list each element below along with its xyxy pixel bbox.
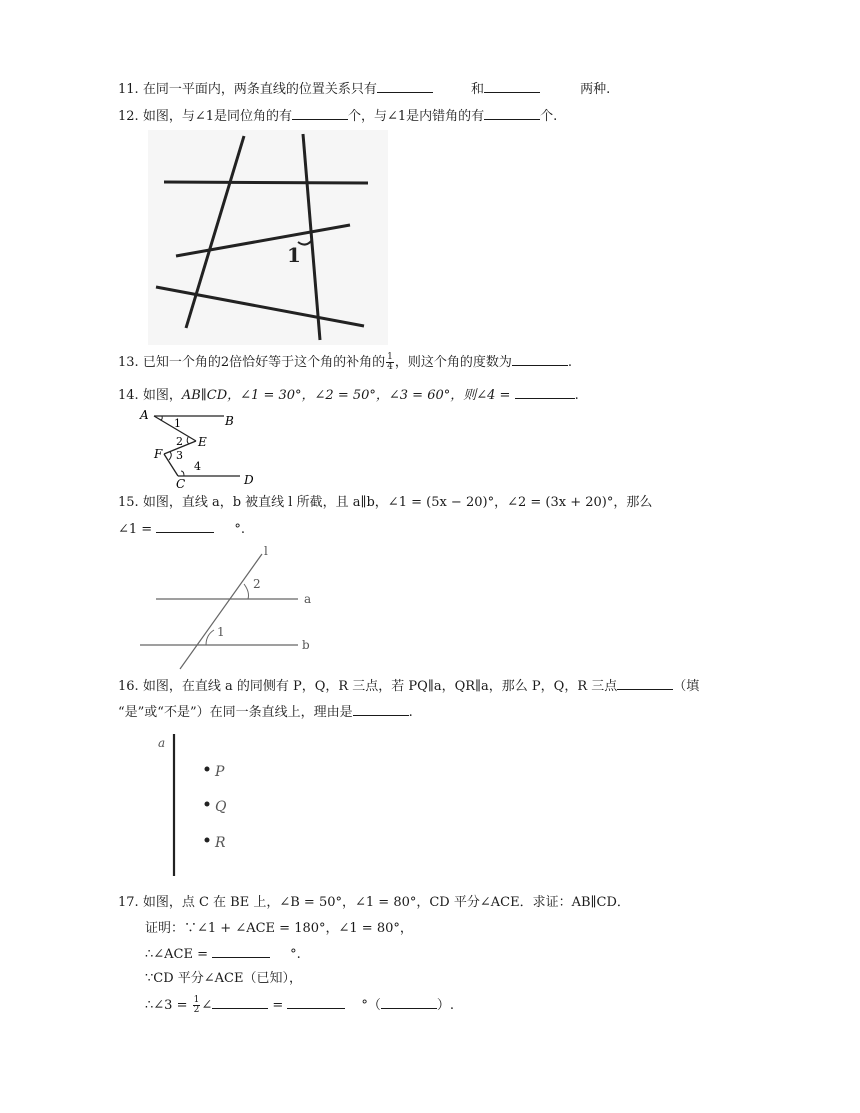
question-text: 如图，点 C 在 BE 上，∠B = 50°，∠1 = 80°，CD 平分∠ACE．求证：AB∥CD． (142, 895, 630, 910)
question-13 (118, 353, 572, 372)
label-A: A (140, 408, 149, 422)
question-text: . (567, 355, 572, 370)
question-text: 在同一平面内，两条直线的位置关系只有 (142, 82, 377, 97)
angle-1-label: 1 (217, 625, 225, 639)
question-14 (118, 386, 579, 405)
question-text: 如图，在直线 a 的同侧有 P，Q，R 三点，若 PQ∥a，QR∥a，那么 P，Q，R 三点 (142, 679, 618, 694)
answer-blank[interactable] (212, 945, 270, 958)
q15-figure (140, 542, 330, 672)
condition-text: AB∥CD，∠1 = 30°，∠2 = 50°，∠3 = 60°，则∠4 = (181, 388, 515, 403)
question-number: 11. (118, 82, 139, 97)
question-17-line1 (118, 894, 630, 912)
question-text: °. (234, 522, 245, 537)
label-D: D (244, 473, 254, 487)
label-E: E (198, 435, 207, 449)
answer-blank[interactable] (484, 107, 540, 120)
line-horizontal-top (164, 182, 368, 183)
angle-2-label: 2 (253, 577, 261, 591)
proof-line-1 (145, 920, 413, 938)
fraction: $\frac{1}{2}$ (193, 995, 200, 1015)
question-12 (118, 107, 557, 126)
question-number: 15. (118, 495, 139, 510)
angle-label: 1 (287, 243, 301, 267)
question-text: 如图， (142, 388, 182, 403)
question-16-line2 (118, 703, 413, 722)
question-text: 已知一个角的2倍恰好等于这个角的补角的 (142, 355, 386, 370)
proof-text: ∴∠3 = (145, 998, 192, 1013)
label-P: P (215, 764, 225, 780)
proof-text: ）. (436, 998, 455, 1013)
question-text: 个. (540, 109, 558, 124)
q16-figure (150, 730, 250, 880)
label-B: B (225, 414, 234, 428)
angle-1-label: 1 (174, 417, 181, 430)
q12-figure (148, 130, 388, 345)
point-P (205, 767, 210, 772)
answer-blank[interactable] (287, 996, 345, 1009)
q14-figure (140, 408, 265, 491)
proof-text: ∵CD 平分∠ACE（已知）， (145, 971, 302, 986)
proof-line-4 (145, 996, 454, 1015)
proof-line-2 (145, 945, 301, 964)
answer-blank[interactable] (353, 703, 409, 716)
question-number: 12. (118, 109, 139, 124)
question-16-line1 (118, 677, 699, 696)
angle-4-label: 4 (194, 460, 201, 473)
proof-line-3 (145, 970, 302, 988)
line-l (180, 554, 262, 669)
proof-text: 证明：∵∠1 + ∠ACE = 180°，∠1 = 80°， (145, 921, 413, 936)
fraction: $\frac{1}{4}$ (387, 352, 393, 372)
answer-blank[interactable] (617, 677, 673, 690)
answer-blank[interactable] (515, 386, 575, 399)
label-C: C (176, 477, 186, 491)
label-R: R (215, 835, 226, 851)
question-text: 如图，直线 a，b 被直线 l 所截，且 a∥b，∠1 = (5x − 20)°，∠2 = (3x + 20)°，那么 (142, 495, 653, 510)
proof-text: ∠ (201, 998, 213, 1013)
answer-blank[interactable] (156, 520, 214, 533)
answer-blank[interactable] (484, 80, 540, 93)
point-R (205, 838, 210, 843)
proof-text: °（ (361, 998, 381, 1013)
question-15-line2 (118, 520, 245, 539)
question-11 (118, 80, 610, 99)
question-text: ∠1 = (118, 522, 157, 537)
answer-blank[interactable] (377, 80, 433, 93)
label-a: a (304, 592, 312, 606)
label-F: F (154, 447, 163, 461)
question-text: . (408, 705, 413, 720)
angle-2-label: 2 (176, 435, 183, 448)
question-text: ，则这个角的度数为 (394, 355, 512, 370)
question-number: 17. (118, 895, 139, 910)
question-text: . (574, 388, 579, 403)
label-b: b (302, 638, 310, 652)
question-text: 如图，与∠1是同位角的有 (142, 109, 292, 124)
answer-blank[interactable] (292, 107, 348, 120)
angle-3-label: 3 (176, 449, 183, 462)
question-number: 14. (118, 388, 139, 403)
answer-blank[interactable] (512, 353, 568, 366)
question-text: 个，与∠1是内错角的有 (348, 109, 485, 124)
label-l: l (264, 544, 268, 558)
question-text: “是”或“不是”）在同一条直线上，理由是 (118, 705, 353, 720)
reason-blank[interactable] (381, 996, 437, 1009)
proof-text: = (268, 998, 288, 1013)
question-text: 和 (470, 82, 484, 97)
question-number: 13. (118, 355, 139, 370)
question-number: 16. (118, 679, 139, 694)
question-15-line1 (118, 494, 652, 512)
label-a: a (158, 736, 166, 750)
proof-text: ∴∠ACE = (145, 947, 213, 962)
question-text: 两种. (580, 82, 611, 97)
point-Q (205, 802, 210, 807)
label-Q: Q (215, 799, 227, 815)
answer-blank[interactable] (212, 996, 268, 1009)
question-text: （填 (673, 679, 700, 694)
proof-text: °. (290, 947, 301, 962)
